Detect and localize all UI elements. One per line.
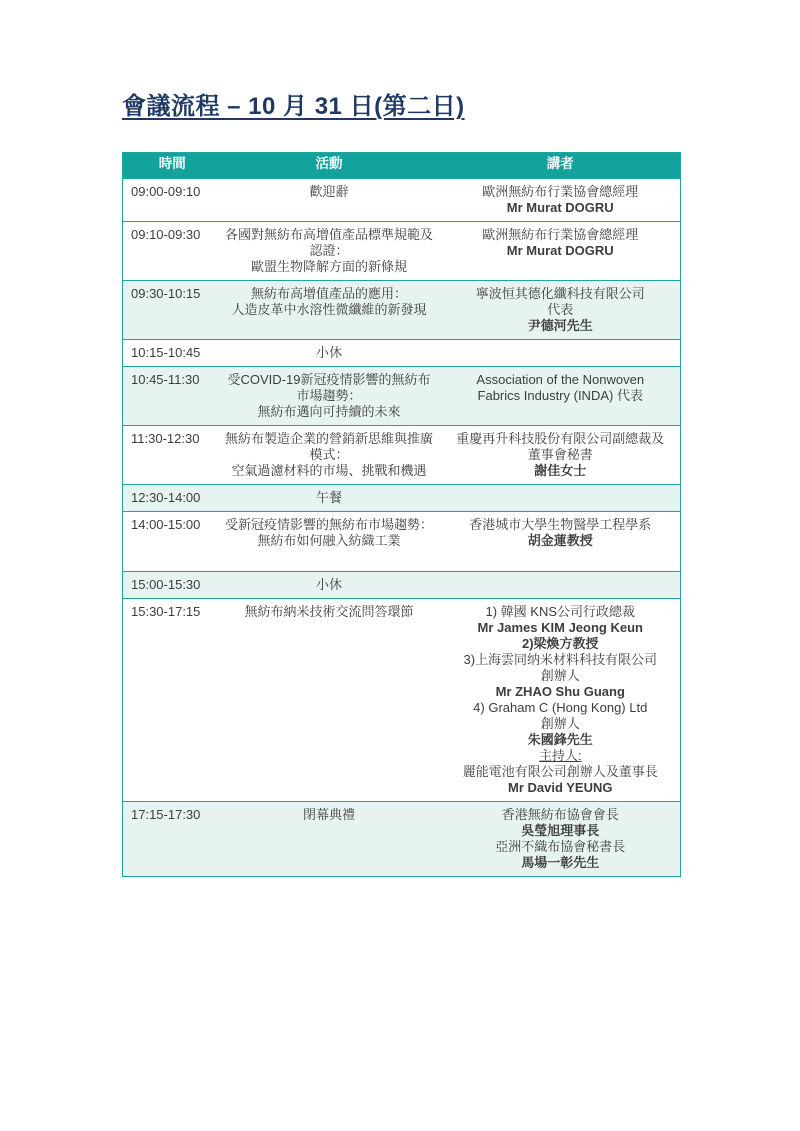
text-line: 胡金蓮教授 bbox=[527, 533, 593, 548]
text-line: 受COVID-19新冠疫情影響的無紡布 bbox=[227, 372, 431, 387]
speaker-cell bbox=[441, 179, 681, 222]
text-line: 歐盟生物降解方面的新條規 bbox=[250, 259, 407, 274]
text-line: 歡迎辭 bbox=[309, 184, 349, 199]
time-cell: 09:10-09:30 bbox=[123, 222, 218, 281]
speaker-cell bbox=[441, 599, 681, 802]
text-line: 創辦人 bbox=[540, 668, 580, 683]
activity-cell bbox=[218, 485, 441, 512]
column-header-time: 時間 bbox=[123, 153, 218, 179]
table-row bbox=[123, 367, 681, 426]
speaker-cell bbox=[441, 340, 681, 367]
text-line: 各國對無紡布高增值產品標準規範及認證： bbox=[224, 227, 433, 258]
header-row bbox=[123, 153, 681, 179]
column-header-speaker: 講者 bbox=[441, 153, 681, 179]
time-cell: 10:45-11:30 bbox=[123, 367, 218, 426]
text-line: 香港城市大學生物醫學工程學系 bbox=[469, 517, 652, 532]
speaker-cell bbox=[441, 485, 681, 512]
text-line: 代表 bbox=[547, 302, 574, 317]
text-line: 謝佳女士 bbox=[534, 463, 587, 478]
schedule-table bbox=[122, 152, 681, 877]
text-line: 朱國鋒先生 bbox=[527, 732, 593, 747]
text-line: Mr Murat DOGRU bbox=[506, 243, 614, 258]
text-line: 午餐 bbox=[315, 490, 342, 505]
speaker-cell bbox=[441, 426, 681, 485]
text-line: 無紡布納米技術交流問答環節 bbox=[244, 604, 414, 619]
activity-cell bbox=[218, 222, 441, 281]
time-cell: 09:30-10:15 bbox=[123, 281, 218, 340]
speaker-cell bbox=[441, 572, 681, 599]
text-line: 1) 韓國 KNS公司行政總裁 bbox=[485, 604, 635, 619]
text-line: 無紡布高增值產品的應用： bbox=[250, 286, 407, 301]
time-cell: 10:15-10:45 bbox=[123, 340, 218, 367]
text-line: 小休 bbox=[315, 577, 342, 592]
activity-cell bbox=[218, 512, 441, 572]
speaker-cell bbox=[441, 802, 681, 877]
time-cell: 15:00-15:30 bbox=[123, 572, 218, 599]
text-line: 市場趨勢： bbox=[296, 388, 362, 403]
speaker-cell bbox=[441, 367, 681, 426]
text-line: 吳瑩旭理事長 bbox=[521, 823, 600, 838]
text-line: 亞洲不織布協會秘書長 bbox=[495, 839, 626, 854]
time-cell: 09:00-09:10 bbox=[123, 179, 218, 222]
text-line: 閉幕典禮 bbox=[302, 807, 355, 822]
time-cell: 17:15-17:30 bbox=[123, 802, 218, 877]
text-line: Mr James KIM Jeong Keun bbox=[477, 620, 643, 635]
activity-cell bbox=[218, 367, 441, 426]
text-line: 重慶再升科技股份有限公司副總裁及 bbox=[456, 431, 665, 446]
table-row bbox=[123, 512, 681, 572]
table-row bbox=[123, 340, 681, 367]
text-line: 無紡布邁向可持續的未來 bbox=[257, 404, 401, 419]
text-line: 創辦人 bbox=[540, 716, 580, 731]
text-line: Fabrics Industry (INDA) 代表 bbox=[477, 388, 643, 403]
text-line: 空氣過濾材料的市場、挑戰和機遇 bbox=[231, 463, 427, 478]
time-cell: 11:30-12:30 bbox=[123, 426, 218, 485]
speaker-cell bbox=[441, 512, 681, 572]
activity-cell bbox=[218, 599, 441, 802]
time-cell: 15:30-17:15 bbox=[123, 599, 218, 802]
text-line: 歐洲無紡布行業協會總經理 bbox=[482, 227, 639, 242]
text-line: 3)上海雲同纳米材料科技有限公司 bbox=[463, 652, 658, 667]
activity-cell bbox=[218, 179, 441, 222]
text-line: 尹德河先生 bbox=[527, 318, 593, 333]
text-line: 2)梁煥方教授 bbox=[521, 636, 599, 651]
table-row bbox=[123, 222, 681, 281]
text-line: 無紡布製造企業的營銷新思維與推廣模式： bbox=[224, 431, 433, 462]
text-line: 麗能電池有限公司創辦人及董事長 bbox=[462, 764, 658, 779]
text-line: 人造皮革中水溶性微纖維的新發現 bbox=[231, 302, 427, 317]
activity-cell bbox=[218, 572, 441, 599]
schedule-table-body bbox=[123, 179, 681, 877]
text-line: 香港無紡布協會會長 bbox=[501, 807, 619, 822]
text-line: Mr David YEUNG bbox=[507, 780, 613, 795]
text-line: 小休 bbox=[315, 345, 342, 360]
table-row bbox=[123, 179, 681, 222]
text-line: Mr Murat DOGRU bbox=[506, 200, 614, 215]
text-line: 馬場一彰先生 bbox=[521, 855, 600, 870]
text-line: 主持人: bbox=[538, 748, 582, 763]
text-line: 無紡布如何融入紡織工業 bbox=[257, 533, 401, 548]
table-row bbox=[123, 281, 681, 340]
speaker-cell bbox=[441, 222, 681, 281]
activity-cell bbox=[218, 802, 441, 877]
time-cell: 12:30-14:00 bbox=[123, 485, 218, 512]
text-line: 受新冠疫情影響的無紡布市場趨勢： bbox=[224, 517, 433, 532]
text-line: 寧波恒其德化纖科技有限公司 bbox=[475, 286, 645, 301]
speaker-cell bbox=[441, 281, 681, 340]
activity-cell bbox=[218, 426, 441, 485]
text-line: Association of the Nonwoven bbox=[476, 372, 645, 387]
page-title: 會議流程 – 10 月 31 日(第二日) bbox=[122, 93, 465, 120]
time-cell: 14:00-15:00 bbox=[123, 512, 218, 572]
text-line: 董事會秘書 bbox=[527, 447, 593, 462]
column-header-activity: 活動 bbox=[218, 153, 441, 179]
text-line: 歐洲無紡布行業協會總經理 bbox=[482, 184, 639, 199]
table-row bbox=[123, 426, 681, 485]
table-row bbox=[123, 599, 681, 802]
activity-cell bbox=[218, 340, 441, 367]
activity-cell bbox=[218, 281, 441, 340]
text-line: 4) Graham C (Hong Kong) Ltd bbox=[473, 700, 648, 715]
schedule-table-head bbox=[123, 153, 681, 179]
table-row bbox=[123, 802, 681, 877]
text-line: Mr ZHAO Shu Guang bbox=[495, 684, 625, 699]
table-row bbox=[123, 572, 681, 599]
table-row bbox=[123, 485, 681, 512]
